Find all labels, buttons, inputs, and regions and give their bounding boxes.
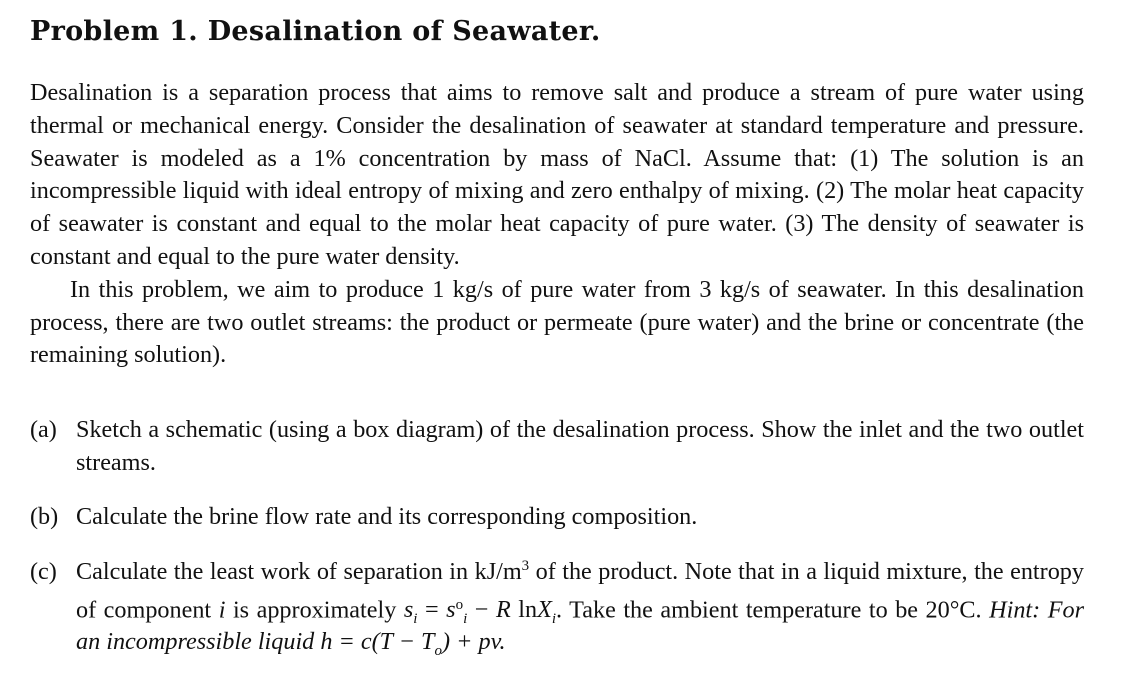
question-part-a [30,414,1084,479]
enthalpy-formula: $h = c(T - T_o)$ + pv. [314,628,506,660]
part-a-label: (a) [30,416,57,444]
part-a-text: Sketch a schematic (using a box diagram) of the desalination process. Show the inlet and the two outlet streams. [76,416,1084,476]
question-part-b [30,501,1084,534]
part-c-variable-i: i [218,595,226,623]
intro-paragraph-2: In this problem, we aim to produce 1 kg/s of pure water from 3 kg/s of seawater. In this desalination process, there are two outlet streams: the product or permeate (pure water) and the brine or concentrate (the remaining solution). [30,275,1084,369]
part-c-text-3: is approximately [225,595,404,623]
part-c-label: (c) [30,557,57,585]
part-c-text-1: Calculate the least work of separation in kJ/m [76,557,522,585]
question-part-c [30,556,1084,659]
problem-page [30,12,1084,659]
part-c-text-2: of the product. Note that in a liquid mixture, the entropy of component [76,557,1084,623]
problem-title: Problem 1. Desalination of Seawater. [30,16,601,47]
part-c-text-4: . Take the ambient temperature to be 20°C. [556,595,990,623]
entropy-formula: $s_i = s^o_i - R$ lnX$_i$ [403,595,557,627]
part-b-text: Calculate the brine flow rate and its corresponding composition. [76,503,698,531]
part-b-label: (b) [30,503,59,531]
intro-paragraph-1: Desalination is a separation process that aims to remove salt and produce a stream of pure water using thermal or mechanical energy. Consider the desalination of seawater at standard temperature and pressure. Seawater is modeled as a 1% concentration by mass of NaCl. Assume that: (1) The solution is an incompressible liquid with ideal entropy of mixing and zero enthalpy of mixing. (2) The molar heat capacity of seawater is constant and equal to the molar heat capacity of pure water. (3) The density of seawater is constant and equal to the pure water density. [30,79,1084,270]
part-c-hint: Hint: For an incompressible liquid [76,595,1084,656]
part-c-unit-exponent: 3 [521,557,530,574]
question-parts-list [30,414,1084,659]
